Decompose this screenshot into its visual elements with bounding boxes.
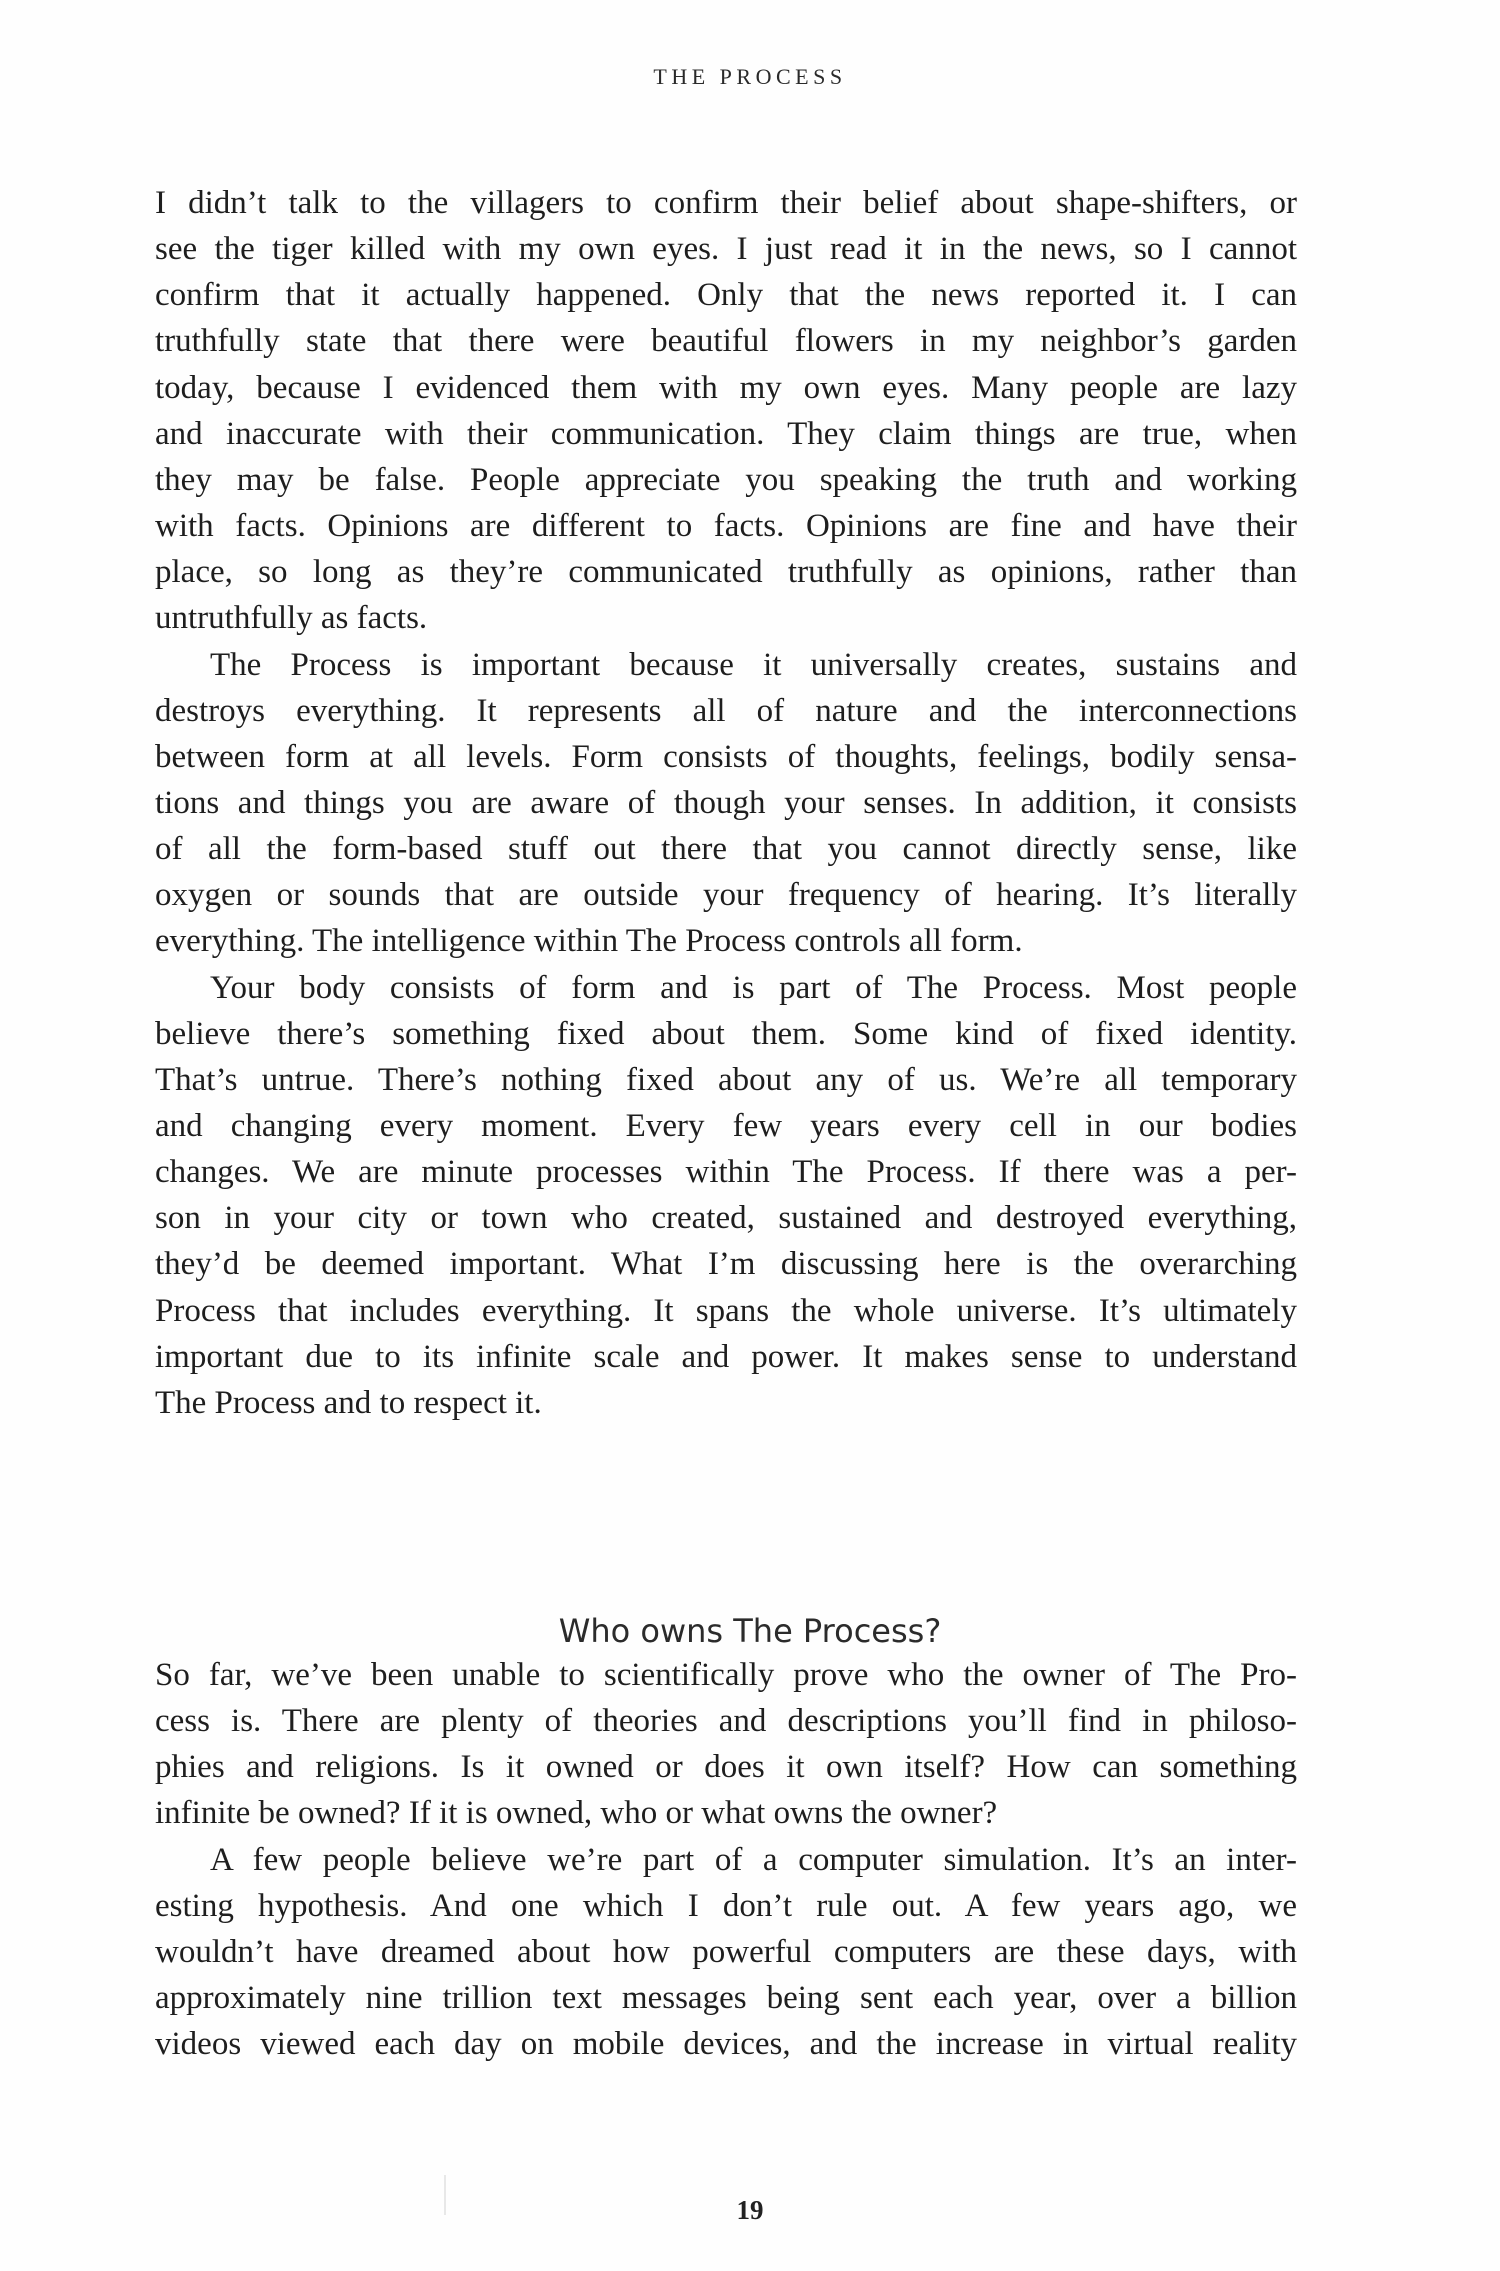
text-line: esting hypothesis. And one which I don’t rule out. A few years ago, we	[155, 1887, 1297, 1924]
text-line: and inaccurate with their communication. They claim things are true, when	[155, 415, 1297, 452]
text-line: cess is. There are plenty of theories and descriptions you’ll find in philoso-	[155, 1703, 1297, 1740]
text-line: The Process is important because it universally creates, sustains and	[210, 646, 1297, 683]
text-line: So far, we’ve been unable to scientifically prove who the owner of The Pro-	[155, 1657, 1297, 1693]
text-line: oxygen or sounds that are outside your frequency of hearing. It’s literally	[155, 877, 1297, 914]
text-line: they’d be deemed important. What I’m discussing here is the overarching	[155, 1246, 1297, 1283]
text-line: see the tiger killed with my own eyes. I just read it in the news, so I cannot	[155, 231, 1297, 268]
text-line: important due to its infinite scale and power. It makes sense to understand	[155, 1338, 1297, 1375]
text-line: believe there’s something fixed about them. Some kind of fixed identity.	[155, 1015, 1297, 1052]
text-line: place, so long as they’re communicated truthfully as opinions, rather than	[155, 554, 1297, 591]
page-number: 19	[736, 2195, 764, 2225]
text-line: everything. The intelligence within The Process controls all form.	[155, 923, 1023, 960]
text-line: today, because I evidenced them with my own eyes. Many people are lazy	[155, 369, 1297, 406]
text-line: confirm that it actually happened. Only that the news reported it. I can	[155, 277, 1297, 314]
text-line: Your body consists of form and is part of The Process. Most people	[210, 969, 1297, 1006]
text-line: wouldn’t have dreamed about how powerful computers are these days, with	[155, 1933, 1297, 1970]
text-line: of all the form-based stuff out there that you cannot directly sense, like	[155, 831, 1297, 868]
text-line: A few people believe we’re part of a computer simulation. It’s an inter-	[210, 1841, 1297, 1878]
text-line: tions and things you are aware of though your senses. In addition, it consists	[155, 784, 1297, 821]
text-line: Process that includes everything. It spans the whole universe. It’s ultimately	[155, 1292, 1297, 1329]
text-line: untruthfully as facts.	[155, 600, 428, 637]
text-line: I didn’t talk to the villagers to confirm their belief about shape-shifters, or	[155, 185, 1297, 221]
text-line: destroys everything. It represents all of nature and the interconnections	[155, 692, 1297, 729]
text-line: videos viewed each day on mobile devices, and the increase in virtual reality	[155, 2026, 1297, 2063]
text-line: approximately nine trillion text messages being sent each year, over a billion	[155, 1980, 1297, 2017]
text-line: changes. We are minute processes within The Process. If there was a per-	[155, 1154, 1297, 1191]
running-head: THE PROCESS	[653, 64, 847, 89]
text-line: son in your city or town who created, sustained and destroyed everything,	[155, 1200, 1297, 1237]
text-line: The Process and to respect it.	[155, 1384, 542, 1421]
text-line: and changing every moment. Every few years every cell in our bodies	[155, 1108, 1297, 1144]
scan-artifact	[444, 2175, 446, 2215]
text-line: infinite be owned? If it is owned, who or what owns the owner?	[155, 1795, 998, 1832]
text-line: with facts. Opinions are different to facts. Opinions are fine and have their	[155, 508, 1297, 545]
text-line: phies and religions. Is it owned or does it own itself? How can something	[155, 1749, 1297, 1786]
text-line: they may be false. People appreciate you speaking the truth and working	[155, 461, 1297, 498]
section-heading: Who owns The Process?	[558, 1612, 942, 1650]
text-line: truthfully state that there were beautiful flowers in my neighbor’s garden	[155, 323, 1297, 360]
text-line: between form at all levels. Form consists of thoughts, feelings, bodily sensa-	[155, 738, 1297, 775]
text-line: That’s untrue. There’s nothing fixed about any of us. We’re all temporary	[155, 1061, 1297, 1098]
